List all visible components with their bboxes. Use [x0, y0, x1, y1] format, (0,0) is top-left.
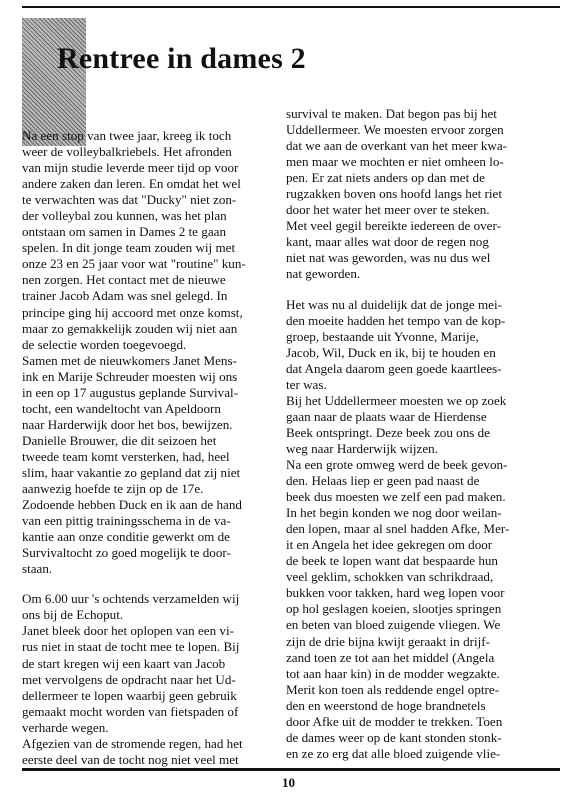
bottom-rule [22, 768, 560, 771]
right-column [286, 106, 558, 762]
left-column [22, 128, 274, 768]
page-number: 10 [282, 775, 295, 790]
paragraph: Om 6.00 uur 's ochtends verzamelden wij ons bij de Echoput. Janet bleek door het oplopen van een vi- rus niet in staat de tocht mee te lopen. Bij de start kregen wij een kaart van Jacob met vervolgens de opdracht naar het Ud- dellermeer te lopen waarbij geen gebruik gemaakt mocht worden van fietspaden of verharde wegen. Afgezien van de stromende regen, had het eerste deel van de tocht nog niet veel met [22, 591, 243, 767]
paragraph: survival te maken. Dat begon pas bij het Uddellermeer. We moesten ervoor zorgen dat we aan de overkant van het meer kwa- men maar we mochten er niet omheen lo- pen. Er zat niets anders op dan met de rugzakken boven ons hoofd langs het riet door het water het meer over te steken. Met veel gegil bereikte iedereen de over- kant, maar alles wat door de regen nog niet nat was geworden, was nu dus wel nat geworden. [286, 106, 508, 282]
top-rule [22, 6, 560, 8]
paragraph: Het was nu al duidelijk dat de jonge mei- den moeite hadden het tempo van de kop- groep, bestaande uit Yvonne, Marije, Jacob, Wil, Duck en ik, bij te houden en dat Angela daarom geen goede kaartlees- ter was. Bij het Uddellermeer moesten we op zoek gaan naar de plaats waar de Hierdense Beek ontspringt. Deze beek zou ons de weg naar Harderwijk wijzen. Na een grote omweg werd de beek gevon- den. Helaas liep er geen pad naast de beek dus moesten we zelf een pad maken. In het begin konden we nog door weilan- den lopen, maar al snel hadden Afke, Mer- it en Angela het idee gekregen om door de beek te lopen want dat bespaarde hun veel geklim, schokken van schrikdraad, bukken voor takken, hard weg lopen voor op hol geslagen koeien, slootjes springen en beten van bloed zuigende vliegen. We zijn de drie bijna kwijt geraakt in drijf- zand toen ze tot aan het middel (Angela tot aan haar kin) in de modder wegzakte. Merit kon toen als reddende engel optre- den en weerstond de hoge brandnetels door Afke uit de modder te trekken. Toen de dames weer op de kant stonden stonk- en ze zo erg dat alle bloed zuigende vlie- [286, 296, 510, 761]
paragraph: Na een stop van twee jaar, kreeg ik toch weer de volleybalkriebels. Het afronden van mijn studie leverde meer tijd op voor andere zaken dan leren. En omdat het wel te verwachten was dat "Ducky" niet zon- der volleybal zou kunnen, was het plan ontstaan om samen in Dames 2 te gaan spelen. In dit jonge team zouden wij met onze 23 en 25 jaar voor wat "routine" kun- nen zorgen. Het contact met de nieuwe trainer Jacob Adam was snel gelegd. In principe ging hij accoord met onze komst, maar zo gemakkelijk zouden wij niet aan de selectie worden toegevoegd. Samen met de nieuwkomers Janet Mens- ink en Marije Schreuder moesten wij ons in een op 17 augustus geplande Survival- tocht, een wandeltocht van Apeldoorn naar Harderwijk door het bos, bewijzen. Danielle Brouwer, die dit seizoen het tweede team komt versterken, had, heel slim, haar vakantie zo gepland dat zij niet aanwezig hoefde te zijn op de 17e. Zodoende hebben Duck en ik aan de hand van een pittig trainingsschema in de va- kantie aan onze conditie gewerkt om de Survivaltocht zo goed mogelijk te door- staan. [22, 128, 246, 577]
title-shaded-block [22, 18, 86, 146]
article-title: Rentree in dames 2 [57, 42, 306, 75]
